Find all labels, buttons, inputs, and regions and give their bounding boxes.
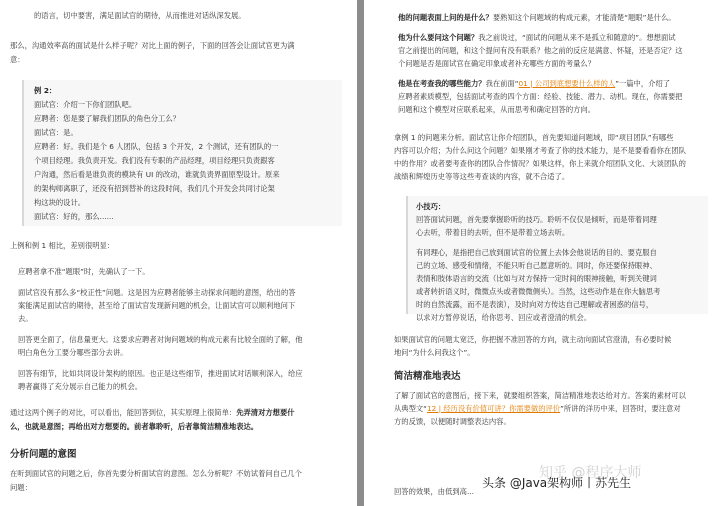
list-item: 面试官没有那么多“校正性”问题。这是因为应聘者能够主动探求问题的意图，给出的答 xyxy=(18,288,296,297)
example-title: 例 2： xyxy=(34,86,57,95)
article-link-01[interactable]: 01 | 公司到底想要什么样的人 xyxy=(518,79,616,88)
text-line: 应聘者素质模型，包括面试考查的四个方面：经验、技能、潜力、动机。现在，你需要把 xyxy=(398,92,683,101)
dialog-line: 个项目经理。我负责开发。我们没有专职的产品经理，项目经理只负责跟客 xyxy=(34,156,275,165)
list-item: 去。 xyxy=(18,314,33,323)
text-line: 个问题是否是面试官在确定印象或者补充哪些方面的考量么？ xyxy=(398,59,596,68)
dialog-line: 面试官：介绍一下你们团队吧。 xyxy=(34,100,137,109)
list-item: 案能满足面试官的期待，甚至给了面试官发现新问题的机会，让面试官可以顺利地问下 xyxy=(18,301,296,310)
tip-title: 小技巧： xyxy=(416,202,446,211)
text-line: 拿例 1 的问题来分析。面试官让你介绍团队，首先要知道问题域，即“项目团队”有哪些 xyxy=(394,133,674,142)
list-item: 明白角色分工要分哪些部分去讲。 xyxy=(18,348,128,357)
text-line: 回答的效果，由低到高... xyxy=(394,487,474,496)
right-page xyxy=(364,0,720,506)
text-line: 从典型文“12 | 经历没有价值可讲？你需要做的评价”所讲的洋历中来，回答时，要注意对 xyxy=(394,404,681,413)
tip-line: 以求对方暂停说话，给你思考、回应或者澄清的机会。 xyxy=(416,313,592,322)
text-line: 战绩和辉煌历史等等这些考查谈的内容，就不合适了。 xyxy=(394,172,570,181)
text-line: 内容可以介绍；为什么问这个问题？如果刚才考查了你的技术能力，是不是要看看你在团队 xyxy=(394,146,686,155)
list-item: 应聘者拿不准“题眼”时，先确认了一下。 xyxy=(18,267,150,276)
left-page xyxy=(0,0,357,506)
text-line: 问题： xyxy=(10,483,32,492)
article-link-12[interactable]: 12 | 经历没有价值可讲？你需要做的评价 xyxy=(426,404,561,413)
text-line: 上例和例 1 相比，差别很明显： xyxy=(10,241,115,250)
dialog-line: 面试官：好的，那么...... xyxy=(34,212,114,221)
question-line: 他是在考查我的哪些能力？我在前面“01 | 公司到底想要什么样的人”一篇中，介绍了 xyxy=(398,79,671,88)
text-line: 方的反馈，以便随时调整表达内容。 xyxy=(394,417,511,426)
dialog-line: 应聘者：好。我们是个 6 人团队，包括 3 个开发，2 个测试，还有团队的一 xyxy=(34,142,279,151)
list-item: 回答更全面了，信息量更大。这要求应聘者对询问题域的构成元素有比较全面的了解，他 xyxy=(18,335,303,344)
list-item: 回答有细节，比如共同设计架构的原因。也正是这些细节，推进面试对话顺利深入，给应 xyxy=(18,369,303,378)
text-line: 官之前提出的问题，和这个提问有没有联系？他之前的反应是满意、怀疑，还是否定？这 xyxy=(398,46,683,55)
source-watermark: 头条 @Java架构师丨苏先生 xyxy=(482,476,632,490)
text-line: 地问“为什么问我这个”。 xyxy=(394,348,475,357)
dialog-line: 构这块的设计。 xyxy=(34,198,86,207)
conclusion-line: 么，也就是意图；再给出对方想要的。前者靠聆听，后者靠简洁精准地表达。 xyxy=(10,422,259,431)
tip-line: 时的自然流露，而不是表演），及时向对方传达自己理解或者困惑的信号， xyxy=(416,300,654,309)
text-line: 了解了面试官的意图后，接下来，就要组织答案，简洁精准地表达给对方。答案的素材可以 xyxy=(394,391,686,400)
text-line: 问题和这个模型对应联系起来，从而思考和确定回答的方向。 xyxy=(398,105,596,114)
tip-line: 或者转折语义时，微微点头或者微微侧头）。当然，这些动作是在你大脑思考 xyxy=(416,287,661,296)
page-gutter xyxy=(357,0,364,506)
list-item: 聘者赢得了充分展示自己能力的机会。 xyxy=(18,382,143,391)
conclusion-line: 通过这两个例子的对比，可以看出，能回答到位，其实原理上很简单：先弄清对方想要什 xyxy=(10,408,295,417)
text-line: 在听到面试官的问题之后，你首先要分析面试官的意图。怎么分析呢？不妨试着问自己几个 xyxy=(10,469,302,478)
text-line: 如果面试官的问题太宽泛，你把握不准回答的方向，就主动向面试官澄清，有必要时候 xyxy=(394,335,672,344)
tip-line: 回答面试问题，首先要掌握聆听的技巧。聆听不仅仅是倾听，而是带着同理 xyxy=(416,215,657,224)
question-line: 他为什么要问这个问题？我之前说过，“面试的问题从来不是孤立和随意的”。想想面试 xyxy=(398,33,676,42)
tip-line: 心去听，带着目的去听，但不是带着立场去听。 xyxy=(416,228,570,237)
tip-line: 有同理心，是指把自己放到面试官的位置上去体会他说话的目的、要克服自 xyxy=(416,248,657,257)
tip-line: 表情和肢体语言的交流（比如与对方保持一定时间的眼神接触，听到关键词 xyxy=(416,274,657,283)
dialog-line: 面试官：是。 xyxy=(34,128,78,137)
section-heading: 分析问题的意图 xyxy=(10,449,77,460)
tip-line: 己的立场、感受和情绪，不能只听自己愿意听的。同时，你还要保持眼神、 xyxy=(416,261,657,270)
dialog-line: 应聘者：您是要了解我们团队的角色分工么？ xyxy=(34,114,180,123)
section-heading: 简洁精准地表达 xyxy=(394,371,461,382)
dialog-line: 的架构师离职了，还没有招到替补的这段时间，我们几个开发会共同讨论架 xyxy=(34,184,275,193)
faint-watermark: 知乎 @程序大师 xyxy=(539,465,642,481)
text-line: 意： xyxy=(10,55,25,64)
dialog-line: 户沟通，然后看是谁负责的模块有 UI 的改动，谁就负责界面原型设计。原来 xyxy=(34,170,280,179)
text-line: 那么，沟通效率高的面试是什么样子呢？对比上面的例子，下面的回答会让面试官更为满 xyxy=(10,41,295,50)
text-line: 中的作用？或者要考查你的团队合作情况？如果这样，你上来就介绍团队文化、大谈团队的 xyxy=(394,159,686,168)
question-line: 他的问题表面上问的是什么？要熟知这个问题域的构成元素，才能清楚“题眼”是什么。 xyxy=(398,13,676,22)
text-line: 的语言，切中要害，满足面试官的期待，从而推进对话纵深发展。 xyxy=(34,11,246,20)
